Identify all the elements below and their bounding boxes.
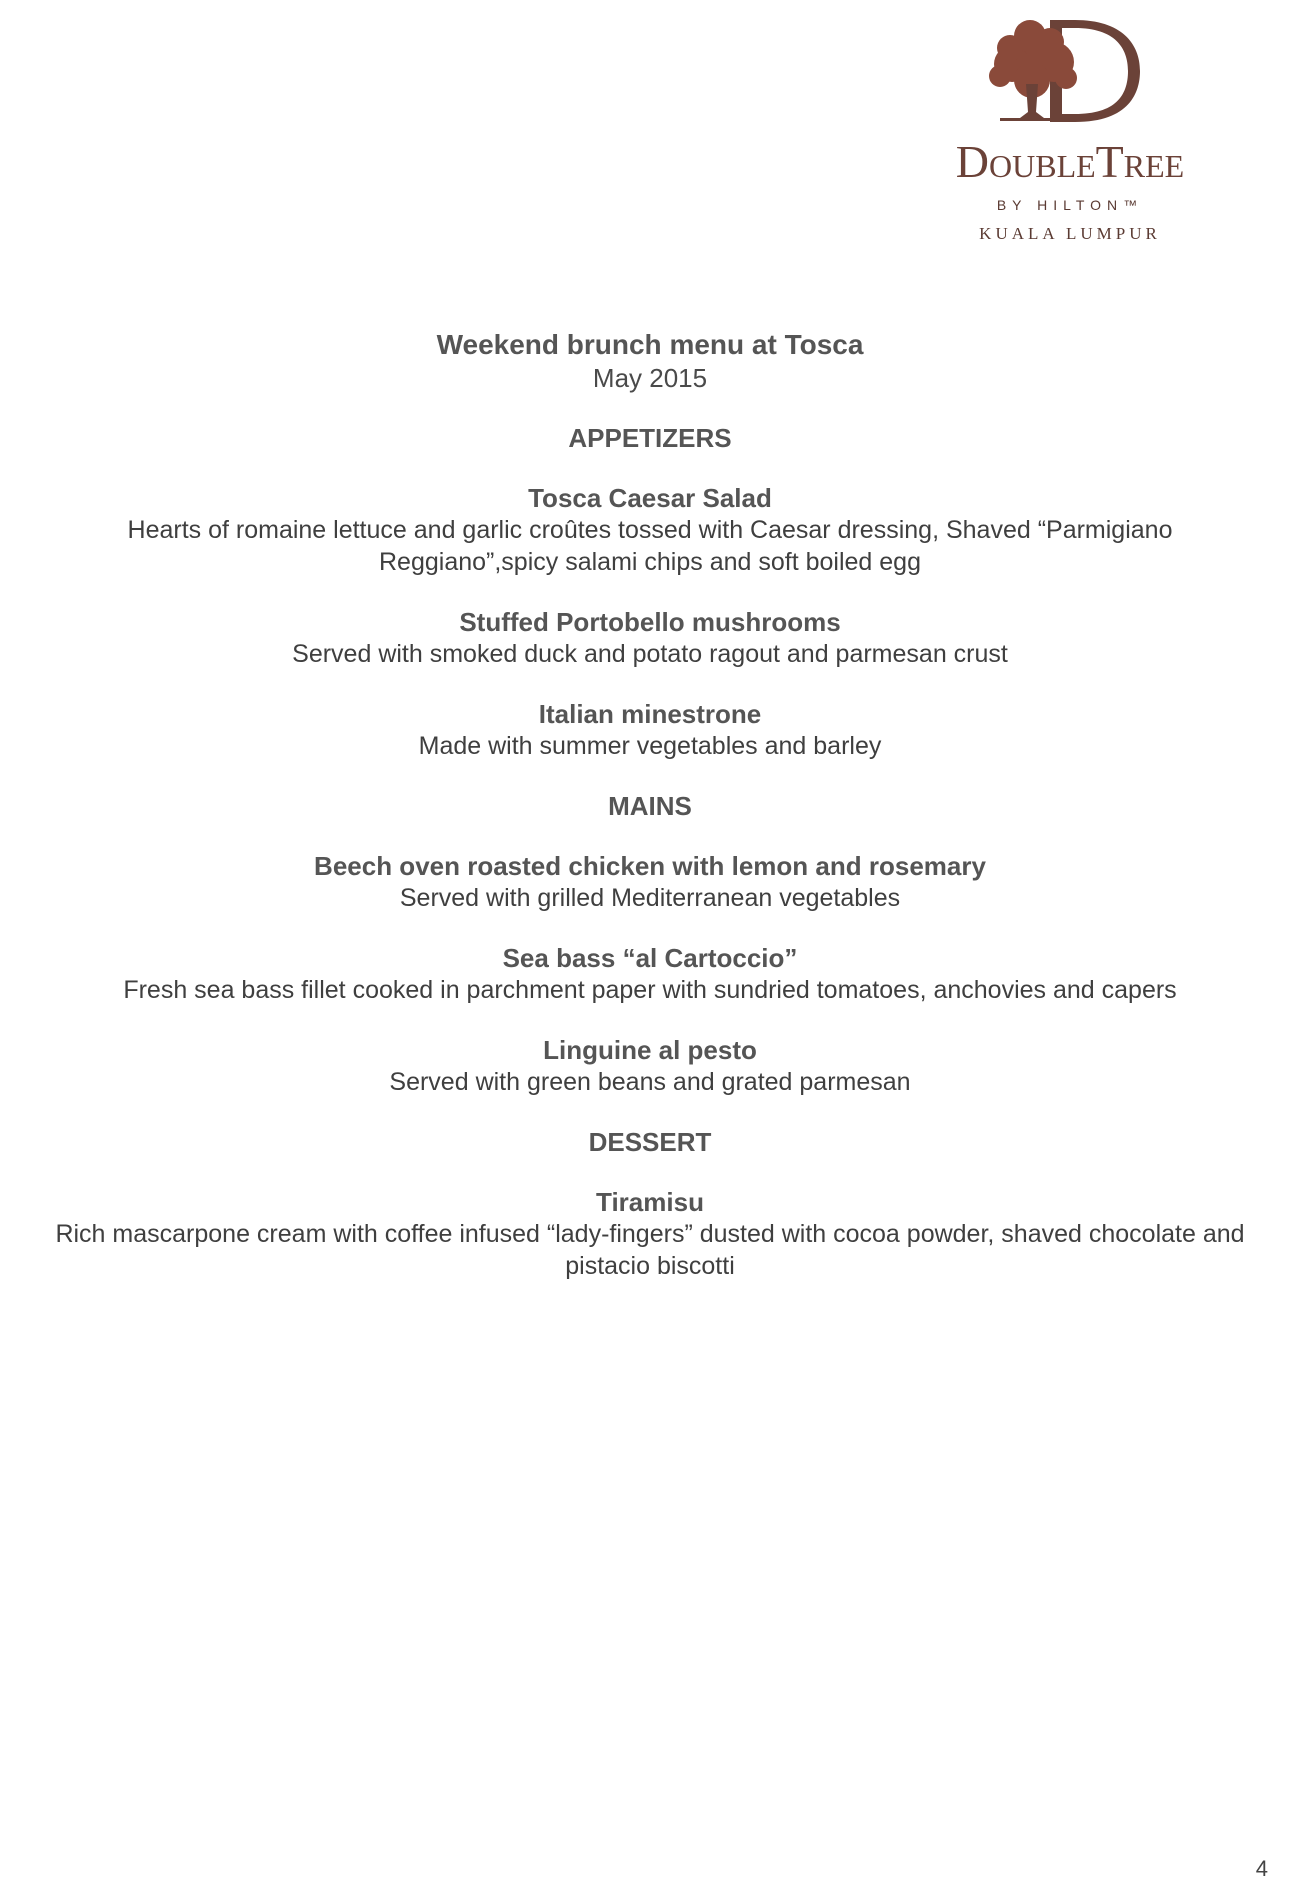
dish-name: Tiramisu xyxy=(596,1187,704,1217)
logo-brand-text: DoubleTree xyxy=(955,136,1185,187)
dish-name: Linguine al pesto xyxy=(543,1035,757,1065)
dish-description: Fresh sea bass fillet cooked in parchment paper with sundried tomatoes, anchovies and capers xyxy=(123,976,1177,1004)
dish-description: Rich mascarpone cream with coffee infused “lady-fingers” dusted with cocoa powder, shaved chocolate and pistacio biscotti xyxy=(55,1220,1245,1280)
doubletree-tree-icon xyxy=(980,14,1150,129)
section-title-appetizers: APPETIZERS xyxy=(568,423,732,453)
menu-content xyxy=(0,328,1300,1310)
dish-description: Made with summer vegetables and barley xyxy=(418,732,882,760)
menu-date: May 2015 xyxy=(592,363,708,393)
page-number: 4 xyxy=(1255,1856,1268,1881)
dish-description: Hearts of romaine lettuce and garlic croûtes tossed with Caesar dressing, Shaved “Parmigiano Reggiano”,spicy salami chips and soft boiled egg xyxy=(127,516,1173,576)
dish-item xyxy=(0,606,1300,670)
dish-item xyxy=(0,942,1300,1006)
dish-item xyxy=(0,1034,1300,1098)
dish-item xyxy=(0,482,1300,578)
menu-title: Weekend brunch menu at Tosca xyxy=(436,329,864,360)
dish-name: Italian minestrone xyxy=(538,699,762,729)
dish-name: Tosca Caesar Salad xyxy=(528,483,772,513)
dish-item xyxy=(0,850,1300,914)
section-title-dessert: DESSERT xyxy=(588,1127,712,1157)
dish-name: Beech oven roasted chicken with lemon and rosemary xyxy=(314,851,986,881)
dish-description: Served with grilled Mediterranean vegetables xyxy=(399,884,901,912)
dish-description: Served with smoked duck and potato ragout and parmesan crust xyxy=(292,640,1008,668)
dish-name: Sea bass “al Cartoccio” xyxy=(502,943,798,973)
dish-name: Stuffed Portobello mushrooms xyxy=(459,607,841,637)
logo-city: KUALA LUMPUR xyxy=(979,224,1161,243)
logo-by-hilton: BY HILTON™ xyxy=(996,197,1144,213)
dish-item xyxy=(0,698,1300,762)
dish-item xyxy=(0,1186,1300,1282)
dish-description: Served with green beans and grated parmesan xyxy=(389,1068,911,1096)
doubletree-logo xyxy=(920,14,1220,244)
section-title-mains: MAINS xyxy=(608,791,692,821)
